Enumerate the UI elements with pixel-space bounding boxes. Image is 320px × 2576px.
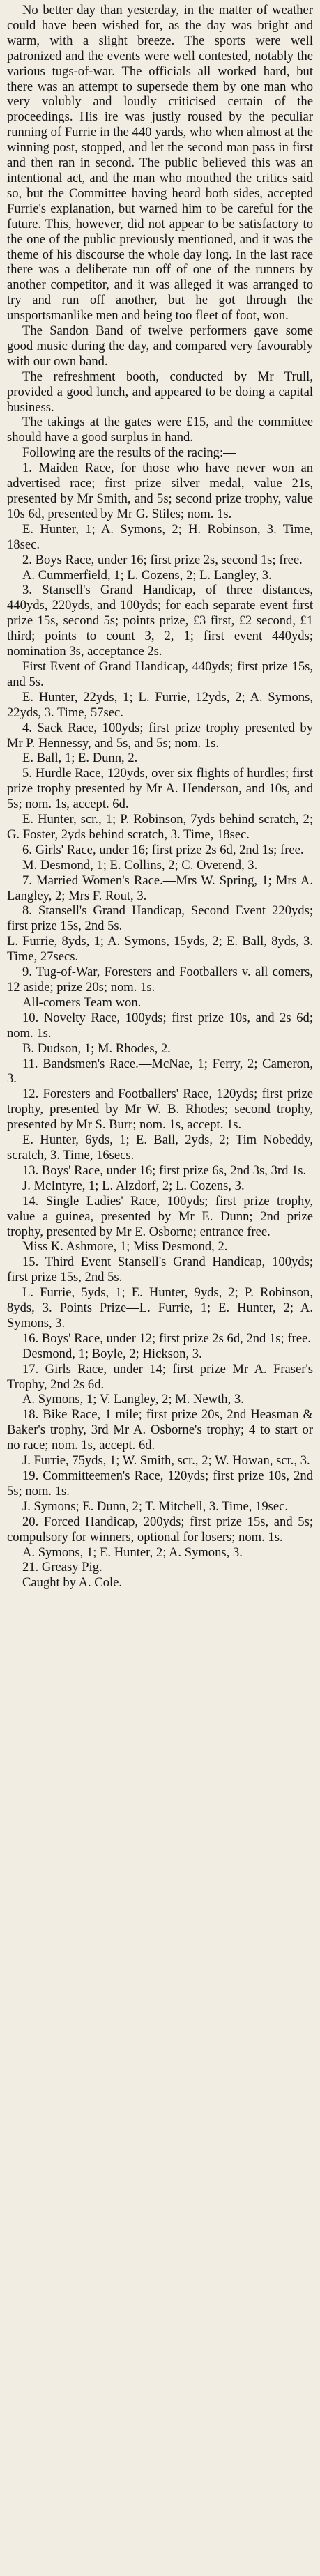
results-intro: Following are the results of the racing:—: [22, 445, 236, 461]
race-heading: 15. Third Event Stansell's Grand Handicap, 100yds; first prize 15s, 2nd 5s.: [7, 1255, 313, 1285]
race-heading: 18. Bike Race, 1 mile; first prize 20s, 2nd Heasman & Baker's trophy, 3rd Mr A. Osborne's trophy; 4 to start or no race; nom. 1s, accept. 6d.: [7, 1407, 313, 1453]
race-heading: 4. Sack Race, 100yds; first prize trophy presented by Mr P. Hennessy, and 5s, and 5s; nom. 1s.: [7, 720, 313, 751]
race-result: Miss K. Ashmore, 1; Miss Desmond, 2.: [22, 1239, 228, 1255]
race-heading: 11. Bandsmen's Race.—McNae, 1; Ferry, 2; Cameron, 3.: [7, 1056, 313, 1087]
race-heading: 5. Hurdle Race, 120yds, over six flights of hurdles; first prize trophy presented by Mr A. Henderson, and 10s, and 5s; nom. 1s, accept. 6d.: [7, 766, 313, 812]
race-heading: 19. Committeemen's Race, 120yds; first prize 10s, 2nd 5s; nom. 1s.: [7, 1469, 313, 1498]
race-result: E. Hunter, scr., 1; P. Robinson, 7yds behind scratch, 2; G. Foster, 2yds behind scratch, 3. Time, 18sec.: [7, 812, 313, 842]
race-result: E. Hunter, 6yds, 1; E. Ball, 2yds, 2; Tim Nobeddy, scratch, 3. Time, 16secs.: [7, 1133, 313, 1163]
race-heading: 2. Boys Race, under 16; first prize 2s, second 1s; free.: [22, 552, 303, 567]
race-result: E. Hunter, 1; A. Symons, 2; H. Robinson, 3. Time, 18sec.: [7, 521, 313, 552]
race-result: A. Symons, 1; V. Langley, 2; M. Newth, 3.: [22, 1392, 244, 1407]
race-heading: 8. Stansell's Grand Handicap, Second Event 220yds; first prize 15s, 2nd 5s.: [7, 903, 313, 934]
race-result: J. Furrie, 75yds, 1; W. Smith, scr., 2; W. Howan, scr., 3.: [22, 1453, 310, 1469]
race-heading: 16. Boys' Race, under 12; first prize 2s 6d, 2nd 1s; free.: [22, 1331, 311, 1346]
race-heading: 10. Novelty Race, 100yds; first prize 10s, and 2s 6d; nom. 1s.: [7, 1010, 313, 1041]
race-result: E. Ball, 1; E. Dunn, 2.: [22, 751, 138, 766]
race-heading: 14. Single Ladies' Race, 100yds; first prize trophy, value a guinea, presented by Mr E. Dunn; 2nd prize trophy, presented by Mr E. Osborne; entrance free.: [7, 1193, 313, 1239]
band-paragraph: The Sandon Band of twelve performers gave some good music during the day, and compared very favourably with our own band.: [7, 323, 313, 369]
race-result: J. McIntyre, 1; L. Alzdorf, 2; L. Cozens, 3.: [22, 1178, 245, 1193]
race-result: A. Cummerfield, 1; L. Cozens, 2; L. Langley, 3.: [22, 567, 272, 583]
race-result: A. Symons, 1; E. Hunter, 2; A. Symons, 3.: [22, 1544, 243, 1560]
race-heading: First Event of Grand Handicap, 440yds; first prize 15s, and 5s.: [7, 659, 313, 689]
race-result: All-comers Team won.: [22, 995, 142, 1010]
race-heading: 1. Maiden Race, for those who have never won an advertised race; first prize silver medal, value 21s, presented by Mr Smith, and 5s; second prize trophy, value 10s 6d, presented by Mr G. Stiles; nom. 1s.: [7, 461, 313, 521]
race-result: Desmond, 1; Boyle, 2; Hickson, 3.: [22, 1346, 202, 1361]
race-result: B. Dudson, 1; M. Rhodes, 2.: [22, 1041, 171, 1056]
refreshment-paragraph: The refreshment booth, conducted by Mr Trull, provided a good lunch, and appeared to be doing a capital business.: [7, 369, 313, 415]
race-heading: 7. Married Women's Race.—Mrs W. Spring, 1; Mrs A. Langley, 2; Mrs F. Rout, 3.: [7, 873, 313, 903]
race-result: L. Furrie, 5yds, 1; E. Hunter, 9yds, 2; P. Robinson, 8yds, 3. Points Prize—L. Furrie, 1; E. Hunter, 2; A. Symons, 3.: [7, 1285, 313, 1331]
race-heading: 9. Tug-of-War, Foresters and Footballers v. all comers, 12 aside; prize 20s; nom. 1s.: [7, 965, 313, 995]
race-heading: 3. Stansell's Grand Handicap, of three distances, 440yds, 220yds, and 100yds; for each separate event first prize 15s, second 5s; points prize, £3 first, £2 second, £1 third; points to count 3, 2, 1; first event 440yds; nomination 3s, acceptance 2s.: [7, 583, 313, 659]
race-result: J. Symons; E. Dunn, 2; T. Mitchell, 3. Time, 19sec.: [22, 1498, 289, 1514]
race-heading: 13. Boys' Race, under 16; first prize 6s, 2nd 3s, 3rd 1s.: [22, 1163, 307, 1178]
race-result: L. Furrie, 8yds, 1; A. Symons, 15yds, 2; E. Ball, 8yds, 3. Time, 27secs.: [7, 934, 313, 965]
race-heading: 6. Girls' Race, under 16; first prize 2s 6d, 2nd 1s; free.: [22, 842, 304, 857]
race-heading: 20. Forced Handicap, 200yds; first prize 15s, and 5s; compulsory for winners, optional for losers; nom. 1s.: [7, 1514, 313, 1544]
takings-paragraph: The takings at the gates were £15, and the committee should have a good surplus in hand.: [7, 415, 313, 445]
race-heading: 21. Greasy Pig.: [22, 1560, 102, 1575]
race-heading: 12. Foresters and Footballers' Race, 120yds; first prize trophy, presented by Mr W. B. Rhodes; second trophy, presented by Mr S. Burr; nom. 1s, accept. 1s.: [7, 1087, 313, 1133]
intro-paragraph: No better day than yesterday, in the matter of weather could have been wished for, as the day was bright and warm, with a slight breeze. The sports were well patronized and the events were well contested, notably the various tugs-of-war. The officials all worked hard, but there was an attempt to supersede them by one man who very volubly and loudly criticised certain of the proceedings. His ire was justly roused by the peculiar running of Furrie in the 440 yards, who when almost at the winning post, stopped, and let the second man pass in first and then ran in second. The public believed this was an intentional act, and the man who mouthed the critics said so, but the Committee having heard both sides, accepted Furrie's explanation, but warned him to be careful for the future. This, however, did not appear to be satisfactory to the one of the public previously mentioned, and it was the theme of his discourse the whole day long. In the last race there was a deliberate run off of one of the runners by another competitor, and it was alleged it was arranged to try and run off another, but he got through the unsportsmanlike men and being too fleet of foot, won.: [7, 3, 313, 323]
race-result: Caught by A. Cole.: [22, 1575, 123, 1590]
race-result: E. Hunter, 22yds, 1; L. Furrie, 12yds, 2; A. Symons, 22yds, 3. Time, 57sec.: [7, 689, 313, 720]
race-result: M. Desmond, 1; E. Collins, 2; C. Overend, 3.: [22, 857, 258, 873]
race-heading: 17. Girls Race, under 14; first prize Mr A. Fraser's Trophy, 2nd 2s 6d.: [7, 1361, 313, 1392]
